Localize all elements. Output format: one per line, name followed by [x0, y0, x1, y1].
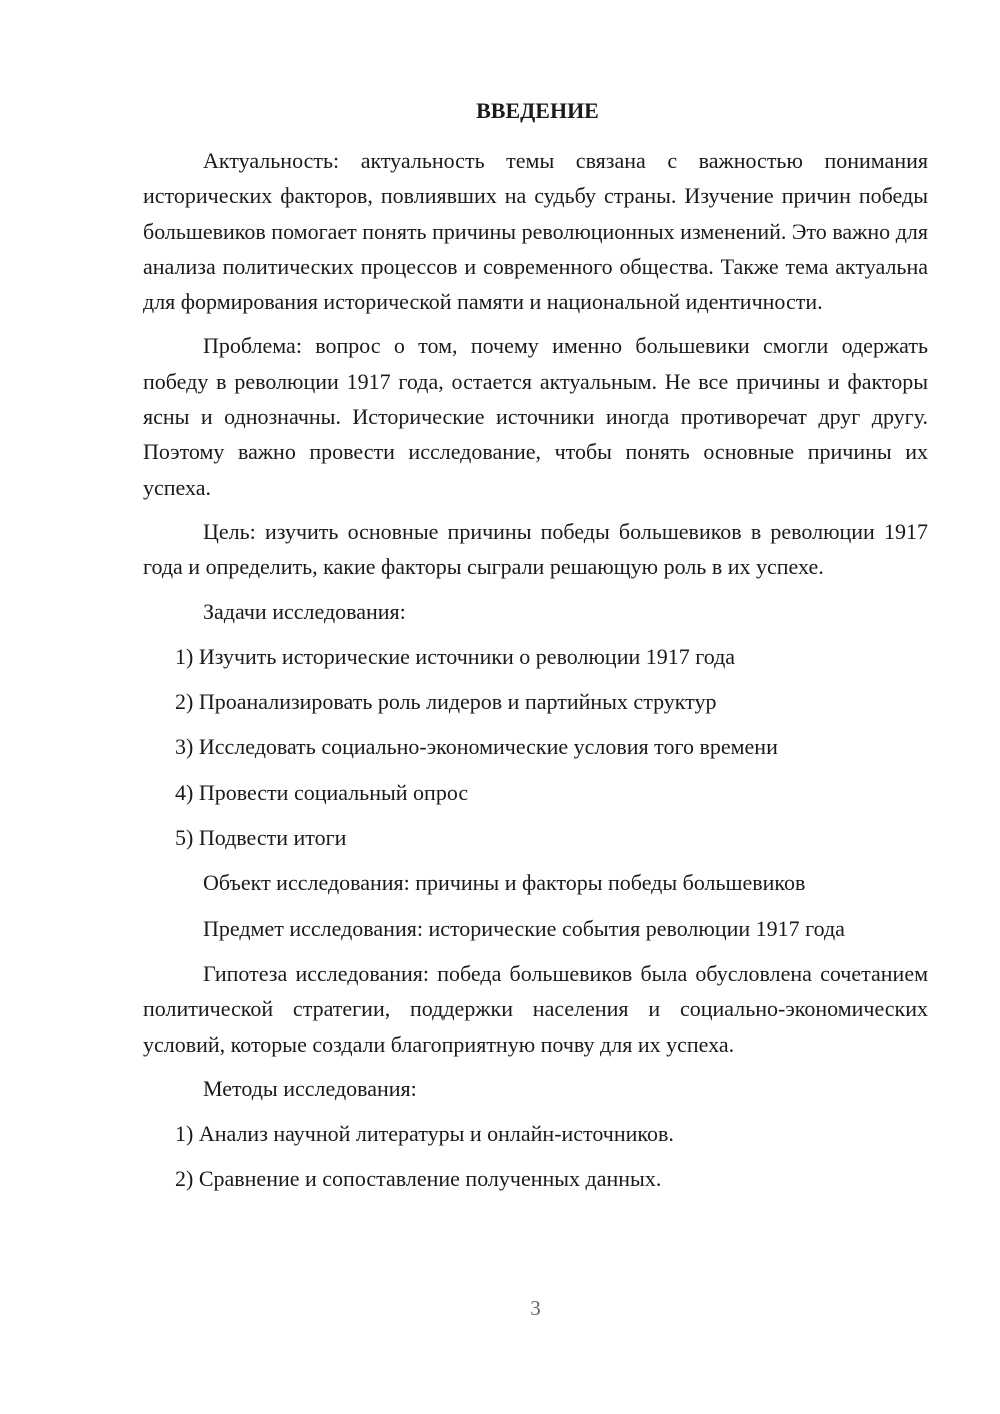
tasks-label: Задачи исследования: — [203, 598, 406, 624]
list-item: 2) Проанализировать роль лидеров и партийных структур — [175, 689, 717, 715]
methods-list — [143, 1116, 928, 1197]
methods-label: Методы исследования: — [203, 1075, 417, 1101]
tasks-list — [143, 639, 928, 855]
page-title: ВВЕДЕНИЕ — [476, 98, 599, 123]
list-item: 2) Сравнение и сопоставление полученных данных. — [175, 1166, 662, 1192]
list-item: 1) Изучить исторические источники о революции 1917 года — [175, 643, 736, 669]
object-paragraph: Объект исследования: причины и факторы победы большевиков — [203, 870, 806, 896]
subject-paragraph: Предмет исследования: исторические события революции 1917 года — [203, 915, 845, 941]
hypothesis-paragraph: Гипотеза исследования: победа большевиков была обусловлена сочетанием политической стратегии, поддержки населения и социально-экономических условий, которые создали благоприятную почву для их успеха. — [143, 960, 928, 1057]
list-item: 3) Исследовать социально-экономические условия того времени — [175, 734, 778, 760]
list-item: 1) Анализ научной литературы и онлайн-источников. — [175, 1121, 674, 1147]
document-body — [143, 143, 928, 1207]
problem-paragraph: Проблема: вопрос о том, почему именно большевики смогли одержать победу в революции 1917 года, остается актуальным. Не все причины и факторы ясны и однозначны. Исторические источники иногда противоречат друг другу. Поэтому важно провести исследование, чтобы понять основные причины их успеха. — [143, 333, 928, 500]
list-item: 4) Провести социальный опрос — [175, 779, 469, 805]
relevance-paragraph: Актуальность: актуальность темы связана с важностью понимания исторических факторов, повлиявших на судьбу страны. Изучение причин победы большевиков помогает понять причины революционных изменений. Это важно для анализа политических процессов и современного общества. Также тема актуальна для формирования исторической памяти и национальной идентичности. — [143, 148, 928, 315]
goal-paragraph: Цель: изучить основные причины победы большевиков в революции 1917 года и определить, какие факторы сыграли решающую роль в их успехе. — [143, 518, 928, 580]
list-item: 5) Подвести итоги — [175, 825, 347, 851]
page-number: 3 — [530, 1296, 541, 1320]
